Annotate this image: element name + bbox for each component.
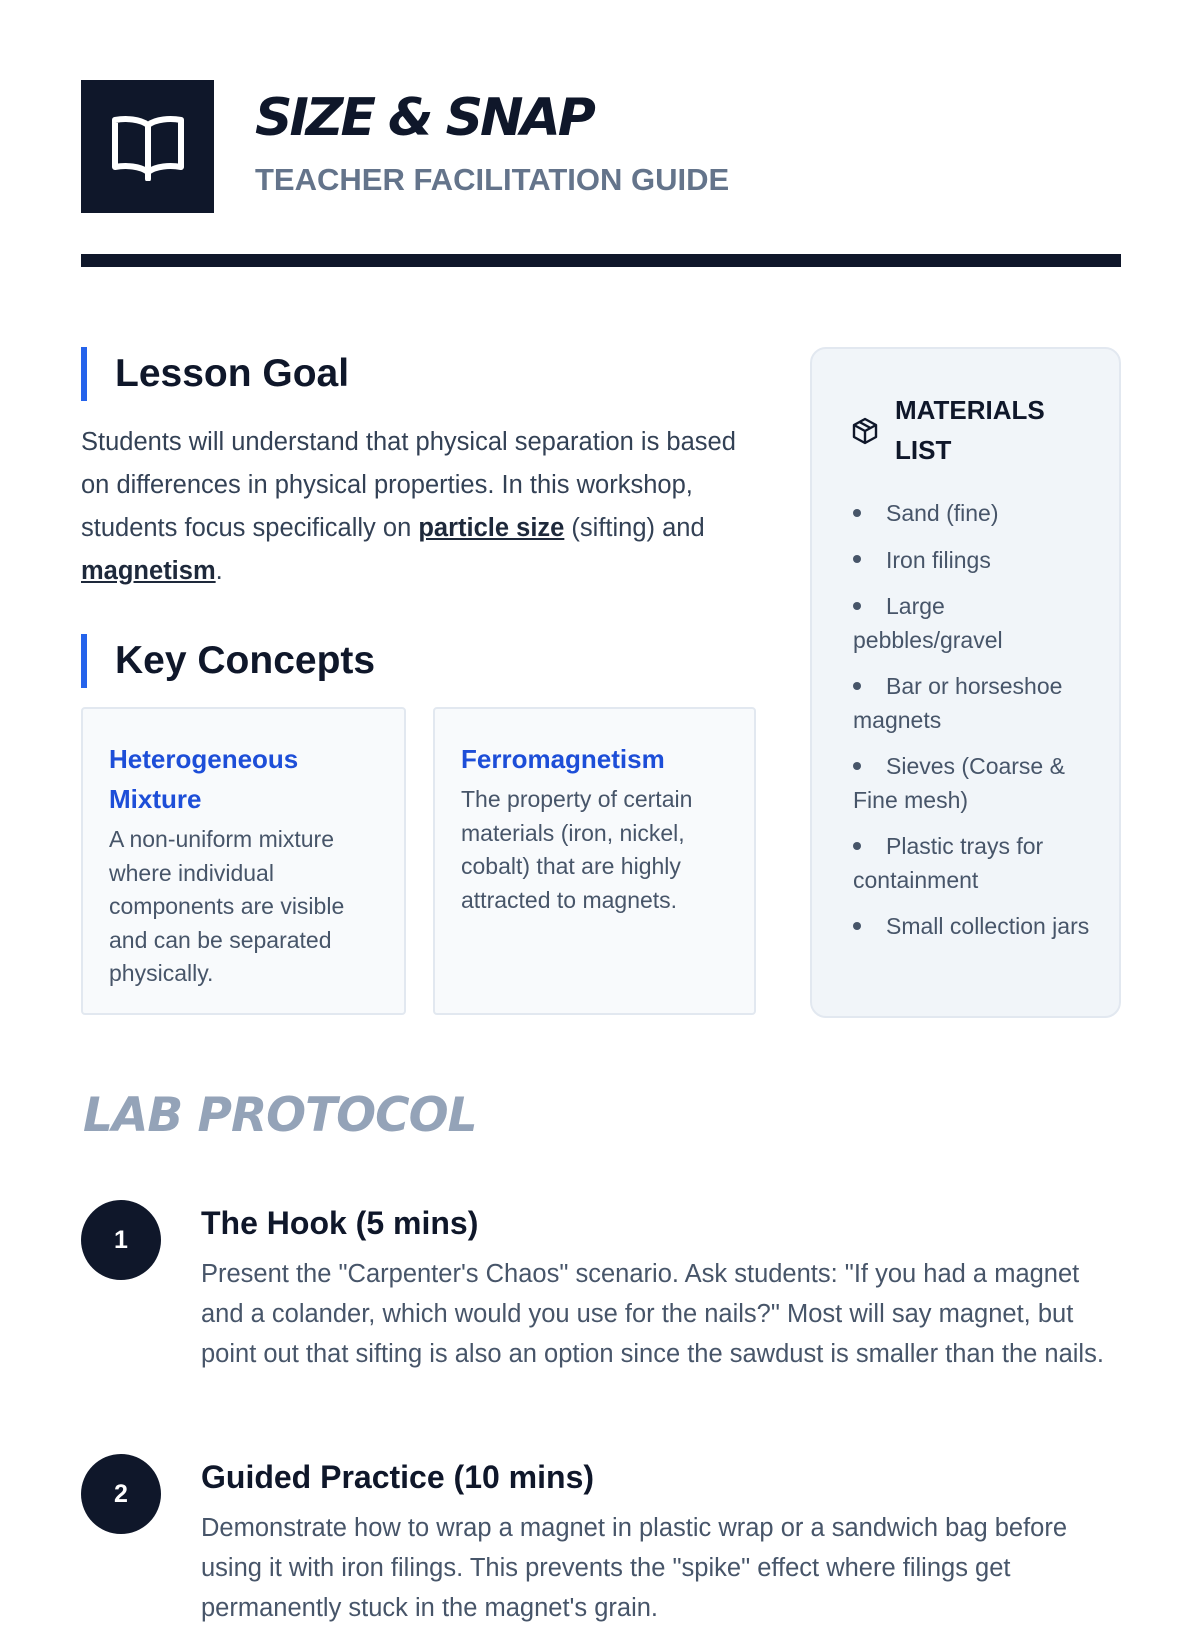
- bullet: [853, 555, 861, 563]
- logo: [81, 80, 214, 213]
- goal-emphasis-magnetism: magnetism: [81, 557, 216, 585]
- list-item: [853, 830, 1093, 897]
- step-title: The Hook (5 mins): [201, 1205, 479, 1241]
- concept-description: A non-uniform mixture where individual components are visible and can be separated physically.: [109, 826, 345, 986]
- list-item-label: Sand (fine): [886, 500, 999, 526]
- concept-title: Ferromagnetism: [461, 744, 665, 774]
- page-subtitle: TEACHER FACILITATION GUIDE: [255, 162, 730, 197]
- list-item: [853, 670, 1093, 737]
- list-item: [853, 750, 1093, 817]
- bullet: [853, 602, 861, 610]
- step-number-badge: 1: [81, 1200, 161, 1280]
- lesson-goal-heading: Lesson Goal: [81, 347, 349, 401]
- concept-title: Heterogeneous Mixture: [109, 744, 299, 814]
- list-item-label: Bar or horseshoe magnets: [853, 673, 1063, 733]
- materials-panel: [810, 347, 1121, 1018]
- list-item-label: Large pebbles/gravel: [853, 593, 1003, 653]
- bullet: [853, 762, 861, 770]
- list-item-label: Sieves (Coarse & Fine mesh): [853, 753, 1065, 813]
- page-header: [81, 80, 1121, 214]
- materials-title: MATERIALS LIST: [895, 395, 1045, 465]
- key-concepts-heading: Key Concepts: [81, 634, 375, 688]
- goal-text-part: (sifting) and: [564, 514, 705, 542]
- goal-emphasis-particle-size: particle size: [418, 514, 565, 542]
- bullet: [853, 842, 861, 850]
- list-item-label: Iron filings: [886, 546, 991, 573]
- page-title: SIZE & SNAP: [255, 88, 593, 148]
- guide-page: [81, 0, 1121, 1622]
- header-divider: [81, 254, 1121, 267]
- goal-text-part: .: [215, 557, 223, 585]
- concept-card-heterogeneous-mixture: [81, 707, 406, 1015]
- box-icon: [852, 417, 878, 449]
- list-item: [853, 497, 1093, 531]
- list-item-label: Plastic trays for containment: [853, 833, 1044, 893]
- concept-description: The property of certain materials (iron, nickel, cobalt) that are highly attracted to magnets.: [461, 786, 693, 913]
- step-description: Demonstrate how to wrap a magnet in plastic wrap or a sandwich bag before using it with iron filings. This prevents the "spike" effect where filings get permanently stuck in the magnet's grain.: [201, 1514, 1068, 1622]
- goal-text-part: Students will understand that physical separation is based on differences in physical properties. In this workshop, students focus specifically on: [81, 428, 736, 542]
- step-title: Guided Practice (10 mins): [201, 1459, 595, 1495]
- bullet: [853, 509, 861, 517]
- step-description: Present the "Carpenter's Chaos" scenario. Ask students: "If you had a magnet and a colander, which would you use for the nails?" Most will say magnet, but point out that sifting is also an option since the sawdust is smaller than the nails.: [201, 1260, 1104, 1368]
- step-number-badge: 2: [81, 1454, 161, 1534]
- bullet: [853, 682, 861, 690]
- bullet: [853, 922, 861, 930]
- lab-protocol-heading: LAB PROTOCOL: [83, 1088, 477, 1143]
- lesson-goal-text: [81, 421, 751, 593]
- list-item-label: Small collection jars: [886, 913, 1090, 939]
- concept-card-ferromagnetism: [433, 707, 756, 1015]
- list-item: [853, 544, 1093, 578]
- list-item: [853, 590, 1093, 657]
- list-item: [853, 910, 1093, 944]
- materials-list: [853, 497, 1093, 957]
